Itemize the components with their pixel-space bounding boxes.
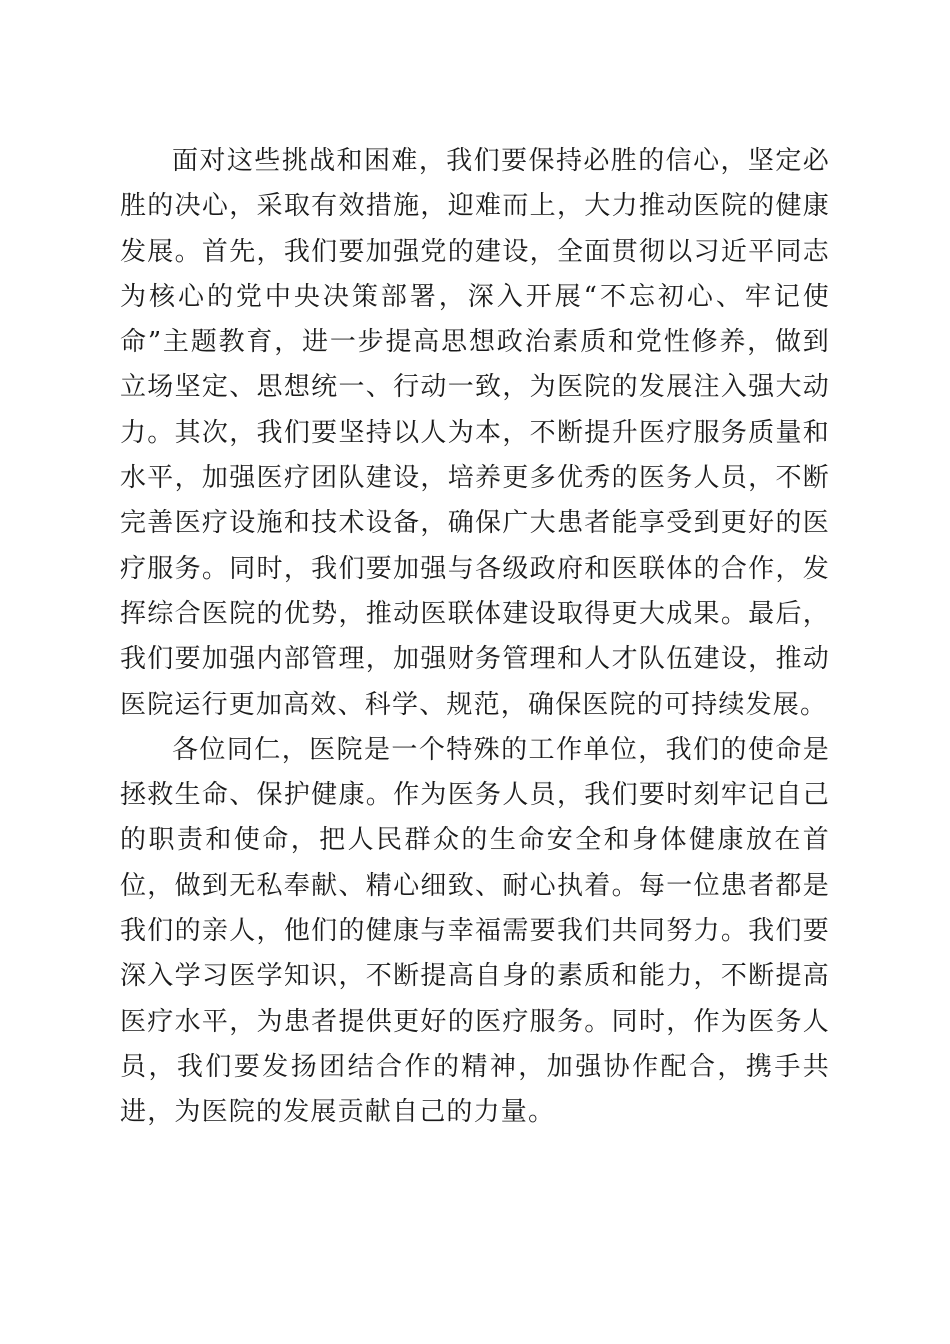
- document-body: [120, 139, 830, 1136]
- paragraph-colleagues: 各位同仁，医院是一个特殊的工作单位，我们的使命是拯救生命、保护健康。作为医务人员，我们要时刻牢记自己的职责和使命，把人民群众的生命安全和身体健康放在首位，做到无私奉献、精心细致、耐心执着。每一位患者都是我们的亲人，他们的健康与幸福需要我们共同努力。我们要深入学习医学知识，不断提高自身的素质和能力，不断提高医疗水平，为患者提供更好的医疗服务。同时，作为医务人员，我们要发扬团结合作的精神，加强协作配合，携手共进，为医院的发展贡献自己的力量。: [120, 734, 830, 1128]
- paragraph-challenges: 面对这些挑战和困难，我们要保持必胜的信心，坚定必胜的决心，采取有效措施，迎难而上，大力推动医院的健康发展。首先，我们要加强党的建设，全面贯彻以习近平同志为核心的党中央决策部署，深入开展“不忘初心、牢记使命”主题教育，进一步提高思想政治素质和党性修养，做到立场坚定、思想统一、行动一致，为医院的发展注入强大动力。其次，我们要坚持以人为本，不断提升医疗服务质量和水平，加强医疗团队建设，培养更多优秀的医务人员，不断完善医疗设施和技术设备，确保广大患者能享受到更好的医疗服务。同时，我们要加强与各级政府和医联体的合作，发挥综合医院的优势，推动医联体建设取得更大成果。最后，我们要加强内部管理，加强财务管理和人才队伍建设，推动医院运行更加高效、科学、规范，确保医院的可持续发展。: [120, 146, 830, 720]
